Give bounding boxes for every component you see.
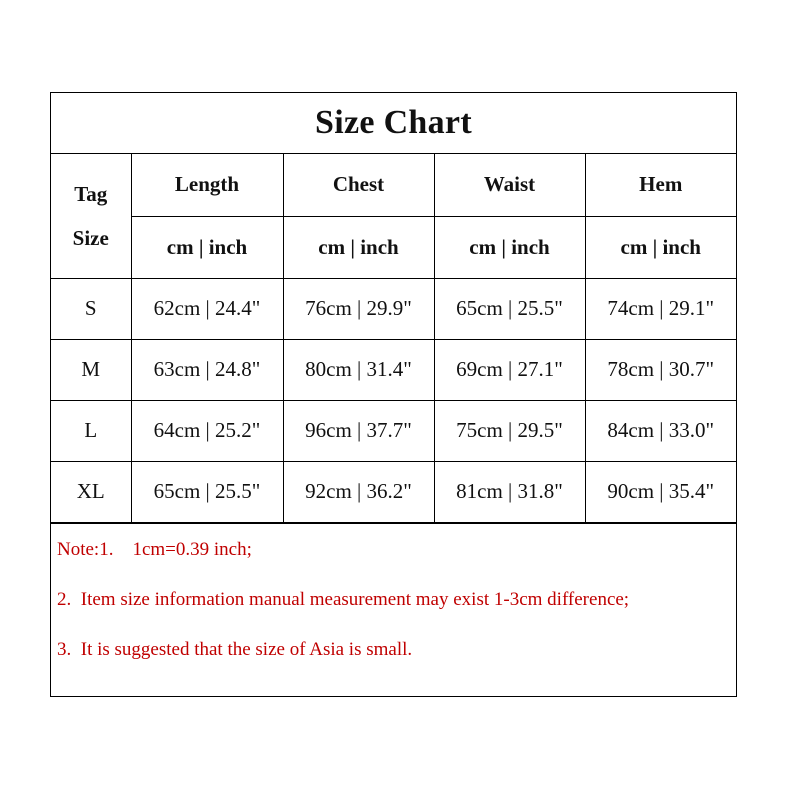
- length-cell: 63cm | 24.8": [131, 339, 283, 400]
- column-header-chest: Chest: [283, 154, 434, 216]
- note-line: 2. Item size information manual measurement may exist 1-3cm difference;: [57, 588, 630, 610]
- chart-title: Size Chart: [51, 93, 736, 154]
- notes-section: [51, 523, 736, 688]
- table-row: [51, 400, 736, 461]
- size-cell: S: [51, 278, 131, 339]
- tag-label: Tag: [74, 181, 108, 206]
- waist-cell: 65cm | 25.5": [434, 278, 585, 339]
- length-cell: 64cm | 25.2": [131, 400, 283, 461]
- waist-cell: 75cm | 29.5": [434, 400, 585, 461]
- size-label: Size: [72, 225, 109, 250]
- hem-cell: 90cm | 35.4": [585, 461, 736, 522]
- size-chart: [50, 92, 737, 697]
- table-row: [51, 461, 736, 522]
- size-cell: L: [51, 400, 131, 461]
- tag-size-header: [51, 154, 131, 278]
- waist-cell: 69cm | 27.1": [434, 339, 585, 400]
- unit-label-waist: cm | inch: [434, 216, 585, 278]
- length-cell: 62cm | 24.4": [131, 278, 283, 339]
- unit-label-chest: cm | inch: [283, 216, 434, 278]
- column-header-length: Length: [131, 154, 283, 216]
- waist-cell: 81cm | 31.8": [434, 461, 585, 522]
- column-header-waist: Waist: [434, 154, 585, 216]
- chest-cell: 76cm | 29.9": [283, 278, 434, 339]
- chest-cell: 80cm | 31.4": [283, 339, 434, 400]
- chest-cell: 96cm | 37.7": [283, 400, 434, 461]
- unit-label-length: cm | inch: [131, 216, 283, 278]
- length-cell: 65cm | 25.5": [131, 461, 283, 522]
- hem-cell: 78cm | 30.7": [585, 339, 736, 400]
- chest-cell: 92cm | 36.2": [283, 461, 434, 522]
- table-row: [51, 278, 736, 339]
- column-header-hem: Hem: [585, 154, 736, 216]
- hem-cell: 74cm | 29.1": [585, 278, 736, 339]
- size-cell: M: [51, 339, 131, 400]
- table-row: [51, 339, 736, 400]
- unit-label-hem: cm | inch: [585, 216, 736, 278]
- header-row: [51, 154, 736, 216]
- unit-row: [51, 216, 736, 278]
- size-cell: XL: [51, 461, 131, 522]
- hem-cell: 84cm | 33.0": [585, 400, 736, 461]
- size-table: [51, 154, 736, 523]
- note-line: 3. It is suggested that the size of Asia is small.: [57, 638, 413, 660]
- note-line: Note:1. 1cm=0.39 inch;: [57, 538, 252, 560]
